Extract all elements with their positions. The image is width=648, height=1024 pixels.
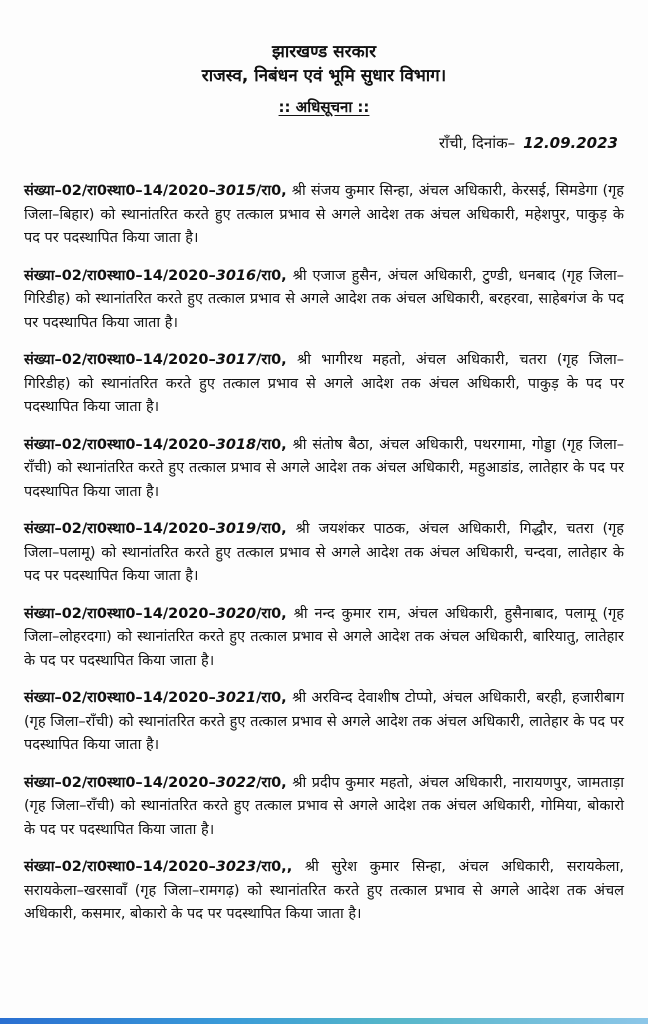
order-paragraph <box>24 856 624 927</box>
order-ref-suffix: /रा0, <box>256 436 287 453</box>
order-ref-suffix: /रा0, <box>256 690 287 706</box>
order-ref-prefix: संख्या–02/रा0स्था0–14/2020– <box>24 690 216 706</box>
order-paragraph <box>24 180 624 251</box>
order-paragraph <box>24 772 624 843</box>
order-ref-number: 3015 <box>215 183 257 199</box>
order-body: श्री संजय कुमार सिन्हा, अंचल अधिकारी, केरसई, सिमडेगा (गृह जिला–बिहार) को स्थानांतरित करते हुए तत्काल प्रभाव से अगले आदेश तक अंचल अधिकारी, महेशपुर, पाकुड़ के पद पर पदस्थापित किया जाता है। <box>24 183 624 246</box>
order-body: श्री भागीरथ महतो, अंचल अधिकारी, चतरा (गृह जिला–गिरिडीह) को स्थानांतरित करते हुए तत्काल प्रभाव से अगले आदेश तक अंचल अधिकारी, पाकुड़ के पद पर पदस्थापित किया जाता है। <box>24 352 624 415</box>
order-paragraph <box>24 518 624 589</box>
order-body: श्री सुरेश कुमार सिन्हा, अंचल अधिकारी, सरायकेला, सरायकेला–खरसावाँ (गृह जिला–रामगढ़) को स्थानांतरित करते हुए तत्काल प्रभाव से अगले आदेश तक अंचल अधिकारी, कसमार, बोकारो के पद पर पदस्थापित किया जाता है। <box>24 859 624 922</box>
order-ref-number: 3021 <box>215 690 257 706</box>
orders-list <box>24 180 624 941</box>
order-body: श्री एजाज हुसैन, अंचल अधिकारी, टुण्डी, धनबाद (गृह जिला–गिरिडीह) को स्थानांतरित करते हुए तत्काल प्रभाव से अगले आदेश तक अंचल अधिकारी, बरहरवा, साहेबगंज के पद पर पदस्थापित किया जाता है। <box>24 267 624 331</box>
order-ref-number: 3016 <box>215 267 257 284</box>
order-ref-prefix: संख्या–02/रा0स्था0–14/2020– <box>24 352 216 368</box>
department-name: राजस्व, निबंधन एवं भूमि सुधार विभाग। <box>201 66 447 86</box>
order-paragraph <box>24 349 624 420</box>
order-ref-prefix: संख्या–02/रा0स्था0–14/2020– <box>24 436 216 453</box>
order-paragraph <box>24 434 624 505</box>
dateline <box>439 132 618 154</box>
order-body: श्री नन्द कुमार राम, अंचल अधिकारी, हुसैनाबाद, पलामू (गृह जिला–लोहरदगा) को स्थानांतरित करते हुए तत्काल प्रभाव से अगले आदेश तक अंचल अधिकारी, बारियातु, लातेहार के पद पर पदस्थापित किया जाता है। <box>24 605 624 669</box>
order-ref-number: 3018 <box>215 436 257 453</box>
notification-date: 12.09.2023 <box>523 134 618 152</box>
order-body: श्री जयशंकर पाठक, अंचल अधिकारी, गिद्धौर, चतरा (गृह जिला–पलामू) को स्थानांतरित करते हुए तत्काल प्रभाव से अगले आदेश तक अंचल अधिकारी, चन्दवा, लातेहार के पद पर पदस्थापित किया जाता है। <box>24 521 624 584</box>
order-paragraph <box>24 603 624 674</box>
order-ref-number: 3019 <box>215 521 257 537</box>
order-paragraph <box>24 265 624 336</box>
order-ref-prefix: संख्या–02/रा0स्था0–14/2020– <box>24 183 216 199</box>
order-ref-prefix: संख्या–02/रा0स्था0–14/2020– <box>24 521 216 537</box>
order-ref-number: 3017 <box>215 352 257 368</box>
order-ref-suffix: /रा0, <box>256 521 287 537</box>
order-ref-suffix: /रा0, <box>256 183 287 199</box>
bottom-color-strip <box>0 1018 648 1024</box>
order-ref-suffix: /रा0, <box>256 352 287 368</box>
order-ref-prefix: संख्या–02/रा0स्था0–14/2020– <box>24 605 216 622</box>
order-ref-prefix: संख्या–02/रा0स्था0–14/2020– <box>24 267 216 284</box>
order-ref-number: 3023 <box>215 859 257 875</box>
place-date-label: राँची, दिनांक– <box>439 134 516 152</box>
order-ref-number: 3022 <box>215 774 257 791</box>
order-ref-prefix: संख्या–02/रा0स्था0–14/2020– <box>24 774 216 791</box>
document-header <box>0 40 648 118</box>
order-ref-prefix: संख्या–02/रा0स्था0–14/2020– <box>24 859 216 875</box>
order-ref-suffix: /रा0, <box>256 605 287 622</box>
government-name: झारखण्ड सरकार <box>271 42 377 62</box>
order-ref-suffix: /रा0, <box>256 774 287 791</box>
order-paragraph <box>24 687 624 758</box>
order-body: श्री अरविन्द देवाशीष टोप्पो, अंचल अधिकारी, बरही, हजारीबाग (गृह जिला–राँची) को स्थानांतरित करते हुए तत्काल प्रभाव से अगले आदेश तक अंचल अधिकारी, लातेहार के पद पर पदस्थापित किया जाता है। <box>24 690 624 753</box>
order-body: श्री संतोष बैठा, अंचल अधिकारी, पथरगामा, गोड्डा (गृह जिला–राँची) को स्थानांतरित करते हुए तत्काल प्रभाव से अगले आदेश तक अंचल अधिकारी, महुआडांड, लातेहार के पद पर पदस्थापित किया जाता है। <box>24 436 624 500</box>
notification-title: :: अधिसूचना :: <box>278 98 370 116</box>
order-ref-suffix: /रा0,, <box>256 859 293 875</box>
order-ref-number: 3020 <box>215 605 257 622</box>
order-ref-suffix: /रा0, <box>256 267 287 284</box>
order-body: श्री प्रदीप कुमार महतो, अंचल अधिकारी, नारायणपुर, जामताड़ा (गृह जिला–राँची) को स्थानांतरित करते हुए तत्काल प्रभाव से अगले आदेश तक अंचल अधिकारी, गोमिया, बोकारो के पद पर पदस्थापित किया जाता है। <box>24 774 624 838</box>
